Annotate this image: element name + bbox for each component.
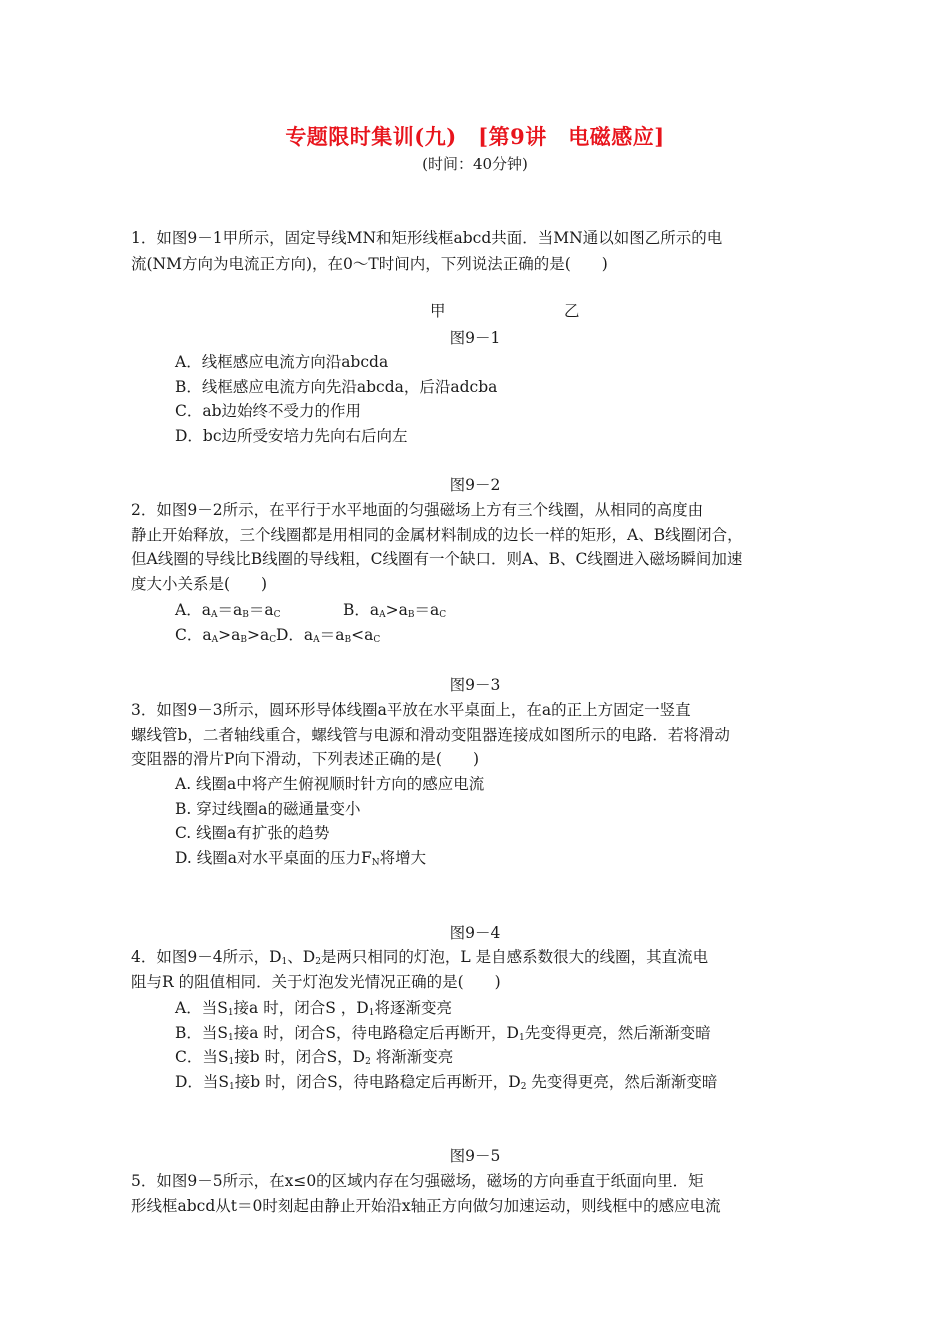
figure-caption-9-5: 图9－5 xyxy=(449,1147,501,1165)
q1-figure-label-jia: 甲 xyxy=(430,302,446,320)
q4-option-c: C．当$S_1$接b 时，闭合S，$D_2$ 将渐渐变亮 xyxy=(175,1048,454,1067)
q1-figure-label-yi: 乙 xyxy=(564,302,580,320)
q4-option-b: B．当$S_1$接a 时，闭合S，待电路稳定后再断开，$D_1$先变得更亮，然后渐渐变暗 xyxy=(175,1024,711,1043)
q1-option-b: B．线框感应电流方向先沿abcda，后沿adcba xyxy=(175,378,498,396)
q3-option-d: D. 线圈a对水平桌面的压力$F_N$将增大 xyxy=(175,849,427,868)
q5-line-1: 5．如图9－5所示，在x≤0的区域内存在匀强磁场，磁场的方向垂直于纸面向里．矩 xyxy=(131,1172,704,1190)
q4-option-a: A．当$S_1$接a 时，闭合S ，$D_1$将逐渐变亮 xyxy=(175,999,452,1018)
q4-option-d: D．当$S_1$接b 时，闭合S，待电路稳定后再断开，$D_2$ 先变得更亮，然后渐渐变暗 xyxy=(175,1073,718,1092)
q3-option-c: C. 线圈a有扩张的趋势 xyxy=(175,824,330,842)
q2-option-a: A．$a_A=a_B=a_C$ xyxy=(175,601,281,620)
q3-line-1: 3．如图9－3所示，圆环形导体线圈a平放在水平桌面上，在a的正上方固定一竖直 xyxy=(131,701,691,719)
figure-caption-9-3: 图9－3 xyxy=(449,676,501,694)
q1-option-a: A．线框感应电流方向沿abcda xyxy=(175,353,389,371)
q3-option-b: B. 穿过线圈a的磁通量变小 xyxy=(175,800,361,818)
q2-option-c: C．$a_A>a_B>a_C$ xyxy=(175,626,277,645)
page-title: 专题限时集训(九) [第9讲 电磁感应] xyxy=(285,124,665,149)
q5-line-2: 形线框abcd从t＝0时刻起由静止开始沿x轴正方向做匀加速运动，则线框中的感应电流 xyxy=(131,1197,721,1215)
q1-line-1: 1．如图9－1甲所示，固定导线MN和矩形线框abcd共面．当MN通以如图乙所示的电 xyxy=(131,229,723,247)
q4-line-1: 4．如图9－4所示，$D_1$、$D_2$是两只相同的灯泡，L 是自感系数很大的线圈，其直流电 xyxy=(131,948,709,967)
q2-line-1: 2．如图9－2所示，在平行于水平地面的匀强磁场上方有三个线圈，从相同的高度由 xyxy=(131,501,704,519)
q3-option-a: A. 线圈a中将产生俯视顺时针方向的感应电流 xyxy=(175,775,485,793)
q1-option-c: C．ab边始终不受力的作用 xyxy=(175,402,362,420)
q2-line-3: 但A线圈的导线比B线圈的导线粗，C线圈有一个缺口．则A、B、C线圈进入磁场瞬间加速 xyxy=(131,550,743,568)
q1-line-2: 流(NM方向为电流正方向)，在0～T时间内，下列说法正确的是( ) xyxy=(131,255,608,273)
q2-option-d: D．$a_A=a_B<a_C$ xyxy=(276,626,381,645)
page-subtitle: (时间：40分钟) xyxy=(422,155,528,173)
q2-line-2: 静止开始释放，三个线圈都是用相同的金属材料制成的边长一样的矩形，A、B线圈闭合， xyxy=(131,526,743,544)
q3-line-3: 变阻器的滑片P向下滑动，下列表述正确的是( ) xyxy=(131,750,480,768)
figure-caption-9-2: 图9－2 xyxy=(449,476,501,494)
q2-line-4: 度大小关系是( ) xyxy=(131,575,268,593)
q1-option-d: D．bc边所受安培力先向右后向左 xyxy=(175,427,408,445)
q3-line-2: 螺线管b，二者轴线重合，螺线管与电源和滑动变阻器连接成如图所示的电路．若将滑动 xyxy=(131,726,730,744)
q4-line-2: 阻与R 的阻值相同．关于灯泡发光情况正确的是( ) xyxy=(131,973,501,991)
q2-option-b: B．$a_A>a_B=a_C$ xyxy=(343,601,447,620)
figure-caption-9-4: 图9－4 xyxy=(449,924,501,942)
figure-caption-9-1: 图9－1 xyxy=(449,329,501,347)
